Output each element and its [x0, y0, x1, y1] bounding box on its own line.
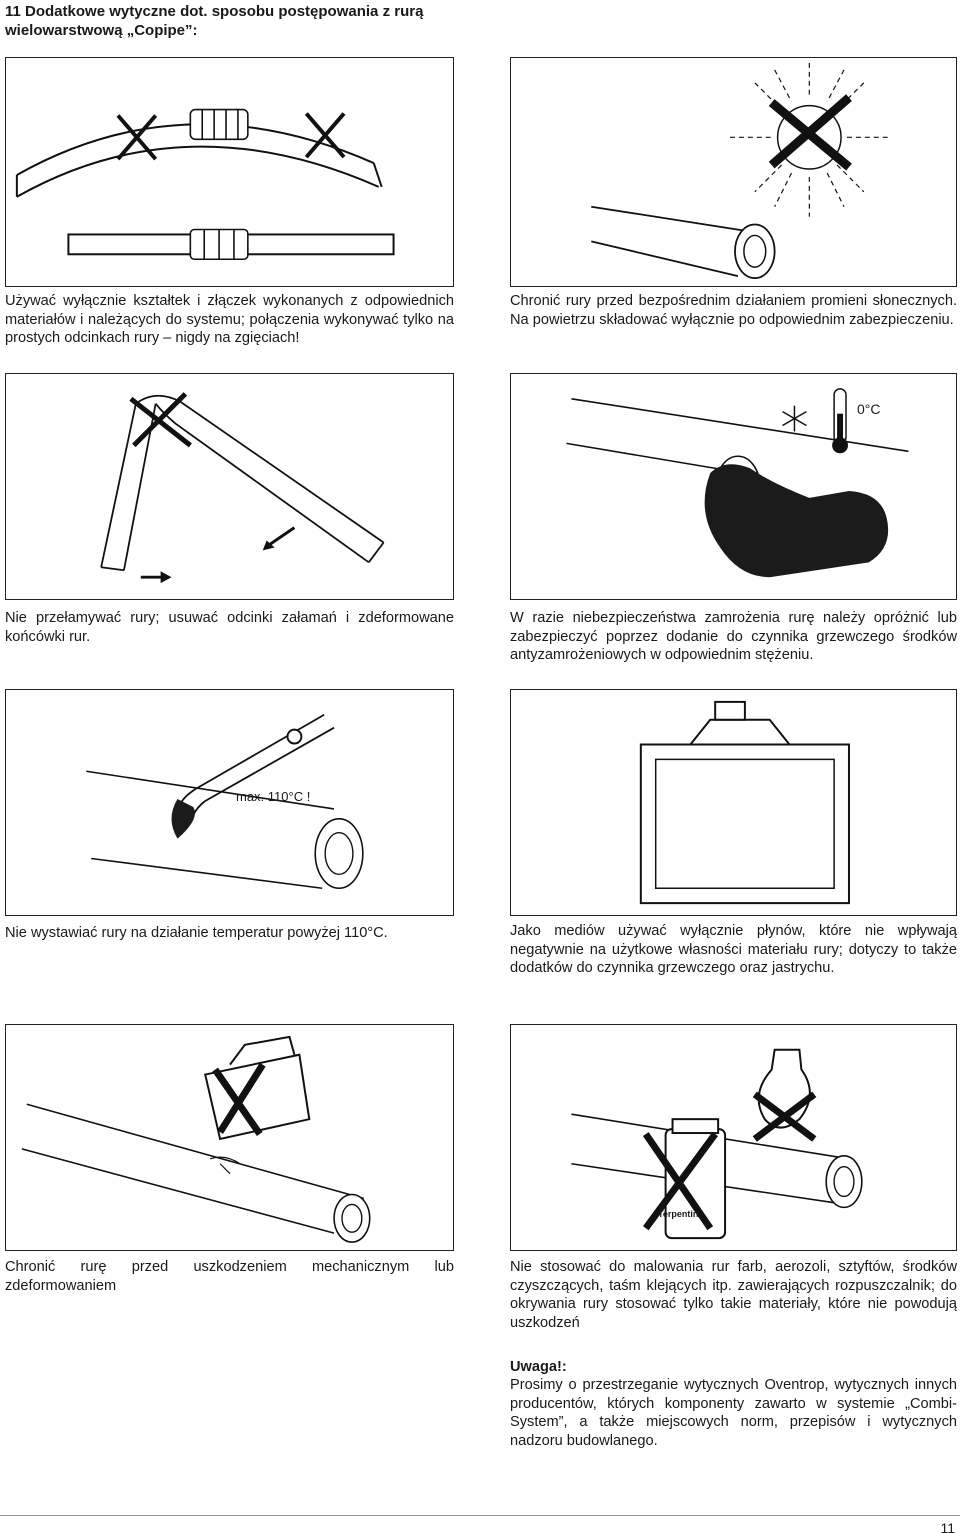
torch-drawing [6, 690, 453, 915]
frost-label: 0°C [857, 401, 881, 417]
illustration-fittings [5, 57, 454, 287]
section-title: 11 Dodatkowe wytyczne dot. sposobu postępowania z rurą wielowarstwową „Copipe”: [5, 3, 424, 39]
caption-torch: Nie wystawiać rury na działanie temperatur powyżej 110°C. [5, 925, 388, 941]
sun-drawing [511, 58, 956, 286]
caption-sun: Chronić rury przed bezpośrednim działaniem promieni słonecznych. Na powietrzu składować wyłącznie po odpowiednim zabezpieczeniu. [510, 293, 957, 328]
torch-label: max. 110°C ! [236, 789, 311, 804]
notice-heading: Uwaga!: [510, 1359, 567, 1375]
fittings-drawing [6, 58, 453, 286]
illustration-turpentine [510, 1024, 957, 1251]
page-number: 11 [940, 1520, 955, 1536]
illustration-canister [510, 689, 957, 916]
caption-frost: W razie niebezpieczeństwa zamrożenia rurę należy opróżnić lub zabezpieczyć poprzez dodanie do czynnika grzewczego środków antyzamrożeniowych w odpowiednim stężeniu. [510, 610, 957, 663]
toolbox-drawing [6, 1025, 453, 1250]
caption-canister: Jako mediów używać wyłącznie płynów, które nie wpływają negatywnie na użytkowe własności materiału rury; dotyczy to także dodatków do czynnika grzewczego oraz jastrychu. [510, 923, 957, 976]
canister-drawing [511, 690, 956, 915]
caption-toolbox: Chronić rurę przed uszkodzeniem mechanicznym lub zdeformowaniem [5, 1259, 454, 1294]
notice-text: Prosimy o przestrzeganie wytycznych Oventrop, wytycznych innych producentów, których komponenty zawarto w systemie „Combi-System”, a także miejscowych norm, przepisów i wytycznych nadzoru budowlanego. [510, 1377, 957, 1449]
caption-fittings: Używać wyłącznie kształtek i złączek wykonanych z odpowiednich materiałów i należących do systemu; połączenia wykonywać tylko na prostych odcinkach rury – nigdy na zgięciach! [5, 293, 454, 346]
caption-turpentine: Nie stosować do malowania rur farb, aerozoli, sztyftów, środków czyszczących, taśm klejących itp. zawierających rozpuszczalnik; do okrywania rury stosować tylko takie materiały, które nie powodują uszkodzeń [510, 1259, 957, 1331]
illustration-kinked [5, 373, 454, 600]
illustration-torch [5, 689, 454, 916]
footer-divider [0, 1515, 960, 1516]
turpentine-label: Terpentin [658, 1209, 699, 1219]
turpentine-drawing [511, 1025, 956, 1250]
illustration-toolbox [5, 1024, 454, 1251]
kinked-drawing [6, 374, 453, 599]
caption-kinked: Nie przełamywać rury; usuwać odcinki załamań i zdeformowane końcówki rur. [5, 610, 454, 645]
illustration-sun [510, 57, 957, 287]
